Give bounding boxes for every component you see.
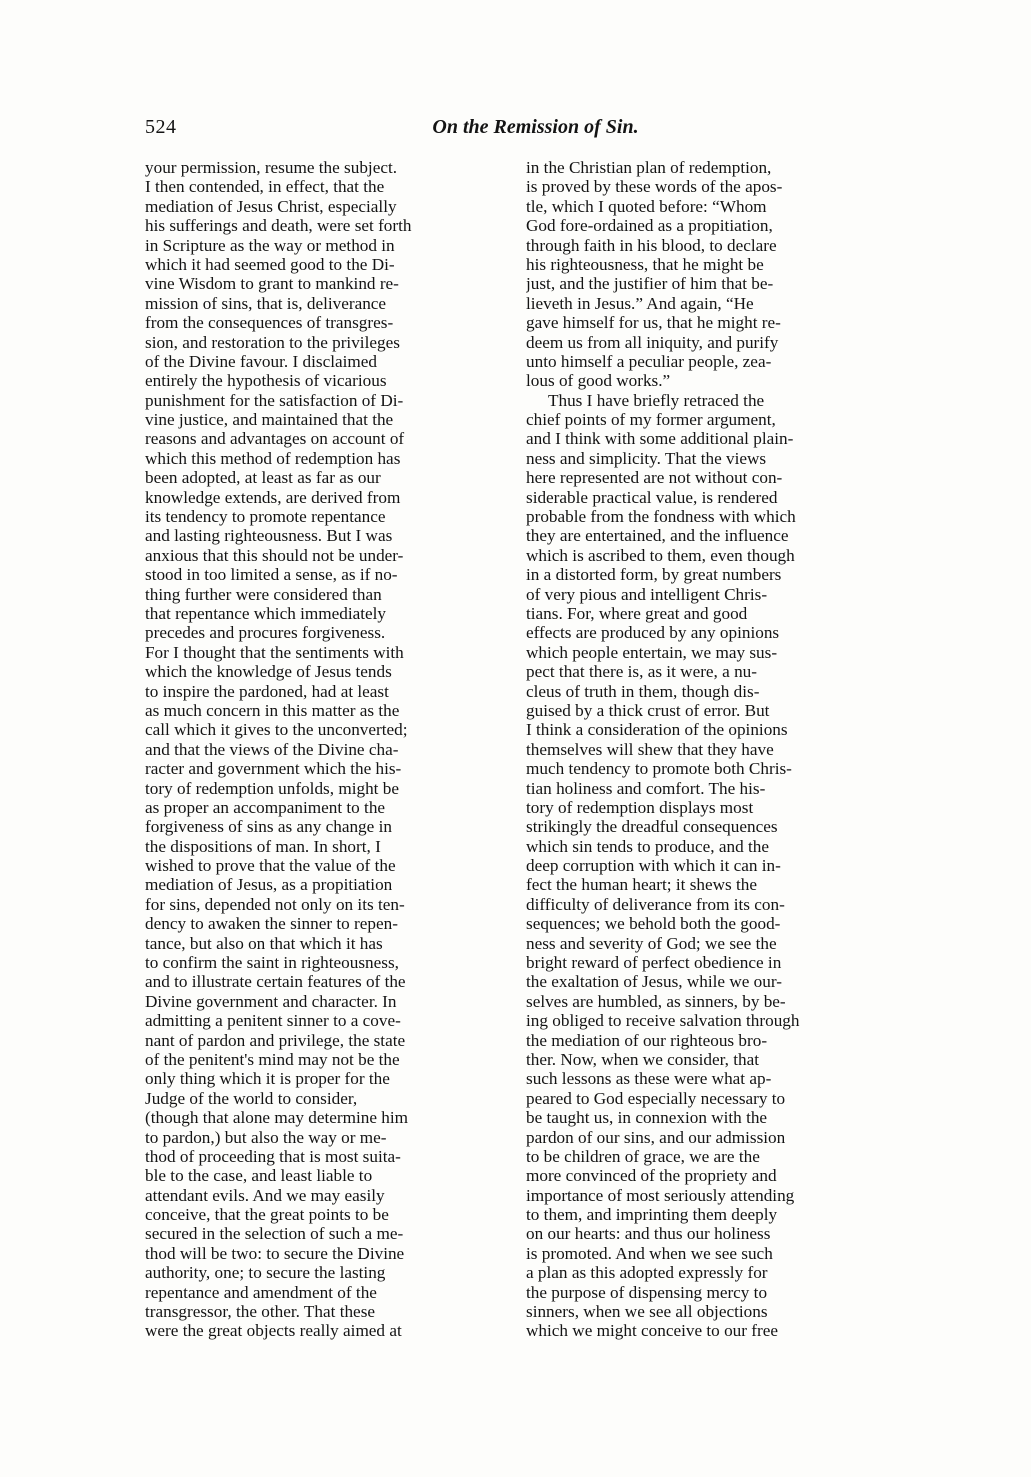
text-line: selves are humbled, as sinners, by be- bbox=[526, 991, 786, 1011]
text-line: just, and the justifier of him that be- bbox=[526, 274, 774, 294]
text-line: repentance and amendment of the bbox=[145, 1282, 377, 1302]
text-line: the purpose of dispensing mercy to bbox=[526, 1282, 768, 1302]
text-line: conceive, that the great points to be bbox=[145, 1205, 389, 1225]
text-line: to them, and imprinting them deeply bbox=[526, 1205, 778, 1225]
text-line: and to illustrate certain features of the bbox=[145, 972, 406, 992]
text-line: I then contended, in effect, that the bbox=[145, 177, 385, 197]
text-line: and that the views of the Divine cha- bbox=[145, 739, 399, 759]
text-line: to inspire the pardoned, had at least bbox=[145, 681, 389, 701]
text-line: for sins, depended not only on its ten- bbox=[145, 894, 405, 914]
text-line: effects are produced by any opinions bbox=[526, 623, 780, 643]
text-line: your permission, resume the subject. bbox=[145, 158, 398, 177]
text-line: tle, which I quoted before: “Whom bbox=[526, 196, 767, 216]
text-line: which it had seemed good to the Di- bbox=[145, 254, 395, 274]
text-line: tory of redemption displays most bbox=[526, 797, 754, 817]
text-line: nant of pardon and privilege, the state bbox=[145, 1030, 406, 1050]
text-line: which people entertain, we may sus- bbox=[526, 642, 778, 662]
text-line: thod will be two: to secure the Divine bbox=[145, 1243, 405, 1263]
text-line: sion, and restoration to the privileges bbox=[145, 332, 400, 352]
text-line: mediation of Jesus Christ, especially bbox=[145, 196, 397, 216]
text-line: ther. Now, when we consider, that bbox=[526, 1049, 760, 1069]
text-line: mission of sins, that is, deliverance bbox=[145, 293, 387, 313]
text-line: the dispositions of man. In short, I bbox=[145, 836, 381, 856]
text-line: tian holiness and comfort. The his- bbox=[526, 778, 766, 798]
text-line: they are entertained, and the influence bbox=[526, 526, 789, 546]
text-line: attendant evils. And we may easily bbox=[145, 1185, 385, 1205]
text-line: ness and severity of God; we see the bbox=[526, 933, 777, 953]
text-line: from the consequences of transgres- bbox=[145, 313, 394, 333]
text-line: sinners, when we see all objections bbox=[526, 1302, 768, 1322]
text-line: deem us from all iniquity, and purify bbox=[526, 332, 779, 352]
text-line: a plan as this adopted expressly for bbox=[526, 1263, 768, 1283]
text-line: the mediation of our righteous bro- bbox=[526, 1030, 768, 1050]
text-line: is promoted. And when we see such bbox=[526, 1243, 773, 1263]
text-line: in the Christian plan of redemption, bbox=[526, 158, 772, 177]
text-line: precedes and procures forgiveness. bbox=[145, 623, 386, 643]
text-line: punishment for the satisfaction of Di- bbox=[145, 390, 404, 410]
right-column bbox=[526, 158, 886, 1341]
text-line: in a distorted form, by great numbers bbox=[526, 565, 782, 585]
text-line: as much concern in this matter as the bbox=[145, 700, 400, 720]
text-line: its tendency to promote repentance bbox=[145, 507, 386, 527]
text-line: forgiveness of sins as any change in bbox=[145, 817, 392, 837]
text-line: much tendency to promote both Chris- bbox=[526, 759, 792, 779]
text-line: peared to God especially necessary to bbox=[526, 1088, 786, 1108]
text-line: Divine government and character. In bbox=[145, 991, 397, 1011]
text-line: Thus I have briefly retraced the bbox=[548, 390, 765, 410]
text-line: ing obliged to receive salvation through bbox=[526, 1011, 800, 1031]
text-line: stood in too limited a sense, as if no- bbox=[145, 565, 398, 585]
text-line: through faith in his blood, to declare bbox=[526, 235, 777, 255]
text-line: to pardon,) but also the way or me- bbox=[145, 1127, 387, 1147]
text-line: siderable practical value, is rendered bbox=[526, 487, 778, 507]
text-line: and I think with some additional plain- bbox=[526, 429, 794, 449]
text-line: his righteousness, that he might be bbox=[526, 254, 764, 274]
text-line: tians. For, where great and good bbox=[526, 603, 748, 623]
text-line: to confirm the saint in righteousness, bbox=[145, 953, 399, 973]
text-line: of the Divine favour. I disclaimed bbox=[145, 351, 377, 371]
text-line: which is ascribed to them, even though bbox=[526, 545, 795, 565]
text-line: thing further were considered than bbox=[145, 584, 382, 604]
text-line: and lasting righteousness. But I was bbox=[145, 526, 393, 546]
running-title: On the Remission of Sin. bbox=[432, 116, 639, 138]
text-line: to be children of grace, we are the bbox=[526, 1146, 760, 1166]
text-line: racter and government which the his- bbox=[145, 759, 402, 779]
text-line: his sufferings and death, were set forth bbox=[145, 216, 412, 236]
text-line: which the knowledge of Jesus tends bbox=[145, 662, 392, 682]
text-line: is proved by these words of the apos- bbox=[526, 177, 783, 197]
text-line: on our hearts: and thus our holiness bbox=[526, 1224, 771, 1244]
text-line: Judge of the world to consider, bbox=[145, 1088, 358, 1108]
text-line: fect the human heart; it shews the bbox=[526, 875, 757, 895]
text-line: that repentance which immediately bbox=[145, 603, 387, 623]
text-line: anxious that this should not be under- bbox=[145, 545, 404, 565]
left-column bbox=[145, 158, 510, 1341]
text-line: be taught us, in connexion with the bbox=[526, 1108, 768, 1128]
text-line: more convinced of the propriety and bbox=[526, 1166, 777, 1186]
text-line: pect that there is, as it were, a nu- bbox=[526, 662, 757, 682]
text-line: which we might conceive to our free bbox=[526, 1321, 778, 1341]
text-line: thod of proceeding that is most suita- bbox=[145, 1146, 401, 1166]
text-line: admitting a penitent sinner to a cove- bbox=[145, 1011, 401, 1031]
text-line: knowledge extends, are derived from bbox=[145, 487, 401, 507]
text-line: reasons and advantages on account of bbox=[145, 429, 405, 449]
text-line: which this method of redemption has bbox=[145, 448, 401, 468]
text-line: guised by a thick crust of error. But bbox=[526, 700, 770, 720]
text-line: in Scripture as the way or method in bbox=[145, 235, 395, 255]
text-line: ness and simplicity. That the views bbox=[526, 448, 767, 468]
text-line: of the penitent's mind may not be the bbox=[145, 1049, 400, 1069]
text-line: bright reward of perfect obedience in bbox=[526, 953, 782, 973]
text-line: call which it gives to the unconverted; bbox=[145, 720, 408, 740]
text-line: (though that alone may determine him bbox=[145, 1108, 408, 1128]
text-line: as proper an accompaniment to the bbox=[145, 797, 386, 817]
text-line: here represented are not without con- bbox=[526, 468, 783, 488]
text-line: importance of most seriously attending bbox=[526, 1185, 795, 1205]
text-line: God fore-ordained as a propitiation, bbox=[526, 216, 773, 236]
text-line: cleus of truth in them, though dis- bbox=[526, 681, 760, 701]
text-line: were the great objects really aimed at bbox=[145, 1321, 402, 1341]
text-line: mediation of Jesus, as a propitiation bbox=[145, 875, 393, 895]
text-line: vine justice, and maintained that the bbox=[145, 410, 394, 430]
text-line: probable from the fondness with which bbox=[526, 507, 796, 527]
text-line: of very pious and intelligent Chris- bbox=[526, 584, 768, 604]
text-line: pardon of our sins, and our admission bbox=[526, 1127, 786, 1147]
text-line: wished to prove that the value of the bbox=[145, 856, 396, 876]
text-line: I think a consideration of the opinions bbox=[526, 720, 788, 740]
text-line: unto himself a peculiar people, zea- bbox=[526, 351, 772, 371]
text-line: chief points of my former argument, bbox=[526, 410, 776, 430]
text-line: been adopted, at least as far as our bbox=[145, 468, 381, 488]
text-line: tance, but also on that which it has bbox=[145, 933, 383, 953]
text-line: authority, one; to secure the lasting bbox=[145, 1263, 386, 1283]
text-line: which sin tends to produce, and the bbox=[526, 836, 769, 856]
text-line: entirely the hypothesis of vicarious bbox=[145, 371, 387, 391]
text-line: tory of redemption unfolds, might be bbox=[145, 778, 399, 798]
text-line: ble to the case, and least liable to bbox=[145, 1166, 373, 1186]
text-line: dency to awaken the sinner to repen- bbox=[145, 914, 398, 934]
text-line: lous of good works.” bbox=[526, 371, 671, 391]
page-number: 524 bbox=[145, 116, 177, 138]
text-line: vine Wisdom to grant to mankind re- bbox=[145, 274, 399, 294]
text-line: difficulty of deliverance from its con- bbox=[526, 894, 785, 914]
text-line: transgressor, the other. That these bbox=[145, 1302, 376, 1322]
text-line: gave himself for us, that he might re- bbox=[526, 313, 781, 333]
text-line: such lessons as these were what ap- bbox=[526, 1069, 772, 1089]
text-line: strikingly the dreadful consequences bbox=[526, 817, 778, 837]
text-line: the exaltation of Jesus, while we our- bbox=[526, 972, 782, 992]
text-line: secured in the selection of such a me- bbox=[145, 1224, 404, 1244]
text-line: only thing which it is proper for the bbox=[145, 1069, 390, 1089]
text-line: deep corruption with which it can in- bbox=[526, 856, 781, 876]
text-line: sequences; we behold both the good- bbox=[526, 914, 781, 934]
text-line: lieveth in Jesus.” And again, “He bbox=[526, 293, 754, 313]
text-line: For I thought that the sentiments with bbox=[145, 642, 404, 662]
text-line: themselves will shew that they have bbox=[526, 739, 774, 759]
